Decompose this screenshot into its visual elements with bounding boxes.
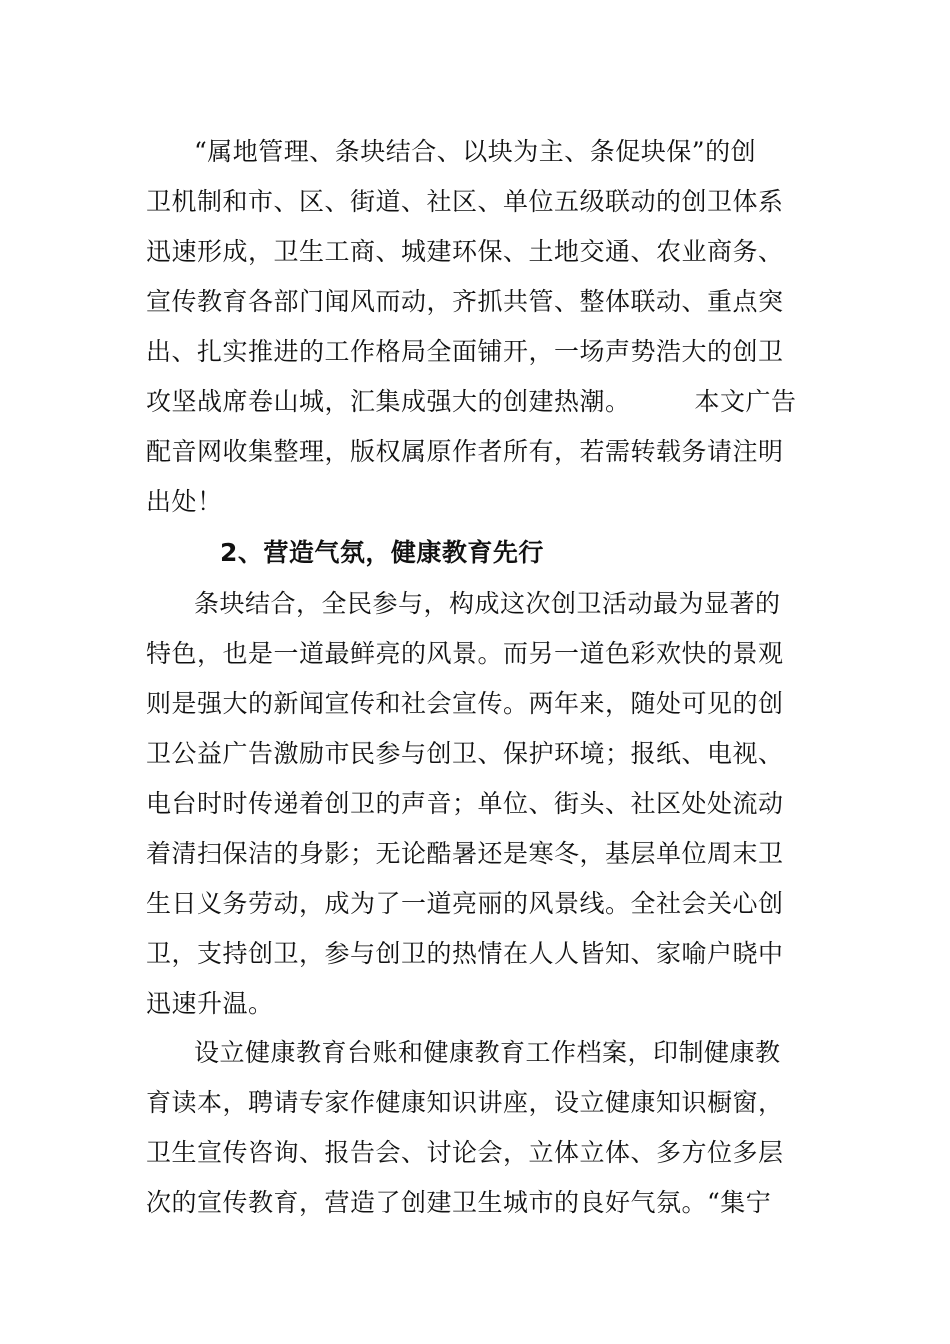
paragraph-2-line: 则是强大的新闻宣传和社会宣传。两年来，随处可见的创 xyxy=(146,689,784,718)
paragraph-2-line: 电台时时传递着创卫的声音；单位、街头、社区处处流动 xyxy=(146,789,784,818)
paragraph-1-line: 卫机制和市、区、街道、社区、单位五级联动的创卫体系 xyxy=(146,187,784,216)
paragraph-2-line: 着清扫保洁的身影；无论酷暑还是寒冬，基层单位周末卫 xyxy=(146,839,784,868)
paragraph-3-line: 设立健康教育台账和健康教育工作档案，印制健康教 xyxy=(194,1038,781,1067)
paragraph-2-line: 特色，也是一道最鲜亮的风景。而另一道色彩欢快的景观 xyxy=(146,639,784,668)
paragraph-2-line: 卫公益广告激励市民参与创卫、保护环境；报纸、电视、 xyxy=(146,739,784,768)
section-heading: 2、营造气氛，健康教育先行 xyxy=(220,538,544,567)
paragraph-1-line: “属地管理、条块结合、以块为主、条促块保”的创 xyxy=(194,137,757,166)
paragraph-2-line: 卫，支持创卫，参与创卫的热情在人人皆知、家喻户晓中 xyxy=(146,939,784,968)
paragraph-1-line: 配音网收集整理，版权属原作者所有，若需转载务请注明 xyxy=(146,437,784,466)
paragraph-2-line: 迅速升温。 xyxy=(146,989,274,1018)
paragraph-1-line: 迅速形成，卫生工商、城建环保、土地交通、农业商务、 xyxy=(146,237,784,266)
paragraph-1-line: 出处！ xyxy=(146,487,223,516)
paragraph-1-line: 宣传教育各部门闻风而动，齐抓共管、整体联动、重点突 xyxy=(146,287,784,316)
paragraph-3-line: 次的宣传教育，营造了创建卫生城市的良好气氛。“集宁 xyxy=(146,1188,772,1217)
paragraph-3-line: 育读本，聘请专家作健康知识讲座，设立健康知识橱窗， xyxy=(146,1088,784,1117)
paragraph-3-line: 卫生宣传咨询、报告会、讨论会，立体立体、多方位多层 xyxy=(146,1138,784,1167)
paragraph-1-line: 出、扎实推进的工作格局全面铺开，一场声势浩大的创卫 xyxy=(146,337,784,366)
paragraph-2-line: 生日义务劳动，成为了一道亮丽的风景线。全社会关心创 xyxy=(146,889,784,918)
paragraph-1-line: 攻坚战席卷山城，汇集成强大的创建热潮。 本文广告 xyxy=(146,387,797,416)
paragraph-2-line: 条块结合，全民参与，构成这次创卫活动最为显著的 xyxy=(194,589,781,618)
